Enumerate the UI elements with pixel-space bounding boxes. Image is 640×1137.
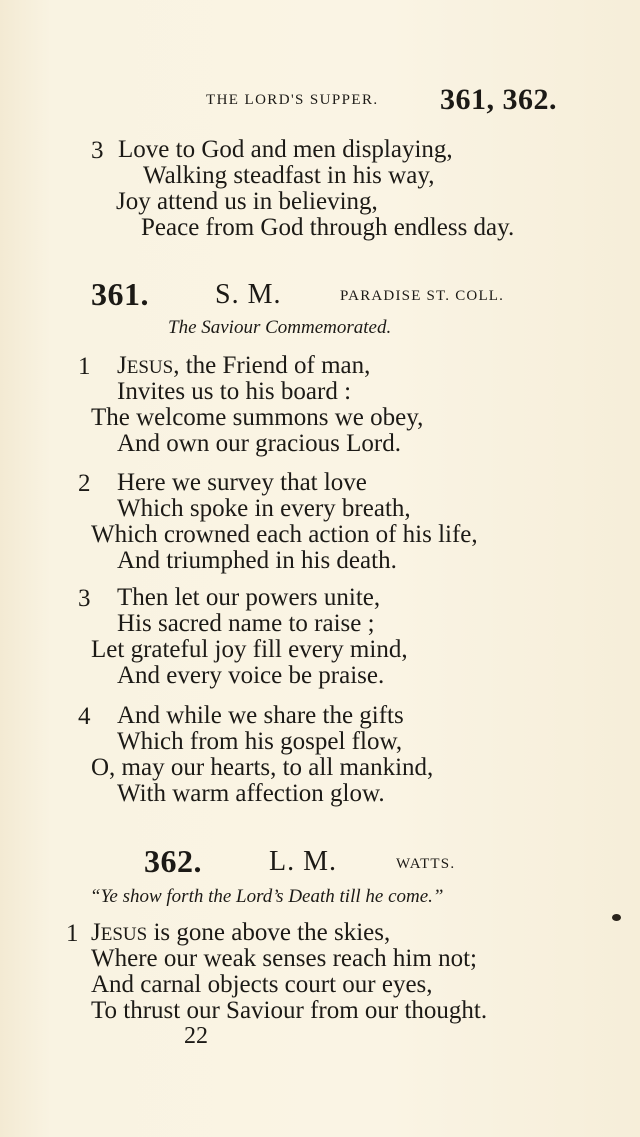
verse-number: 1 [66, 920, 79, 947]
verse-line: Then let our powers unite, [117, 584, 381, 611]
carryover-line: Love to God and men displaying, [118, 136, 453, 163]
verse-number: 2 [78, 470, 91, 497]
verse-line: Invites us to his board : [117, 378, 352, 405]
drop-initial: J [117, 352, 127, 379]
verse-line [91, 920, 390, 948]
verse-line: With warm affection glow. [117, 780, 385, 807]
verse-line: And while we share the gifts [117, 702, 404, 729]
verse-number: 3 [78, 585, 91, 612]
hymn-362-meter: L. M. [269, 846, 337, 877]
hymn-362-number: 362. [144, 843, 202, 879]
verse-line: O, may our hearts, to all mankind, [91, 754, 434, 781]
verse-line [117, 353, 370, 381]
small-caps-word: ESUS [126, 357, 174, 378]
verse-line: To thrust our Saviour from our thought. [91, 997, 488, 1024]
verse-line: Which crowned each action of his life, [91, 521, 478, 548]
drop-initial: J [91, 919, 101, 946]
line-tail: is gone above the skies, [147, 919, 391, 946]
verse-line: Here we survey that love [117, 469, 367, 496]
verse-number: 4 [78, 703, 91, 730]
carryover-line: Peace from God through endless day. [141, 214, 515, 241]
signature-mark: 22 [184, 1023, 208, 1049]
verse-line: Which spoke in every breath, [117, 495, 411, 522]
verse-line: His sacred name to raise ; [117, 610, 375, 637]
hymn-361-number: 361. [91, 276, 149, 312]
small-caps-word: ESUS [100, 924, 148, 945]
hymn-361-meter: S. M. [215, 279, 282, 310]
line-tail: , the Friend of man, [173, 352, 371, 379]
hymn-362-tune: WATTS. [396, 856, 456, 872]
carryover-line: Joy attend us in believing, [116, 188, 378, 215]
verse-line: And every voice be praise. [117, 662, 385, 689]
carryover-line: Walking steadfast in his way, [143, 162, 435, 189]
verse-line: And triumphed in his death. [117, 547, 397, 574]
ink-speck-icon [612, 914, 621, 921]
verse-number: 1 [78, 353, 91, 380]
hymn-362-subtitle: “Ye show forth the Lord’s Death till he come.” [90, 886, 444, 907]
hymn-361-subtitle: The Saviour Commemorated. [168, 317, 392, 338]
verse-line: Where our weak senses reach him not; [91, 945, 477, 972]
carryover-verse-number: 3 [91, 137, 104, 164]
running-title: THE LORD'S SUPPER. [206, 92, 379, 108]
hymn-361-tune: PARADISE ST. COLL. [340, 288, 505, 304]
page-numbers: 361, 362. [440, 83, 557, 116]
verse-line: And own our gracious Lord. [117, 430, 401, 457]
verse-line: The welcome summons we obey, [91, 404, 424, 431]
verse-line: And carnal objects court our eyes, [91, 971, 433, 998]
verse-line: Let grateful joy fill every mind, [91, 636, 408, 663]
verse-line: Which from his gospel flow, [117, 728, 403, 755]
